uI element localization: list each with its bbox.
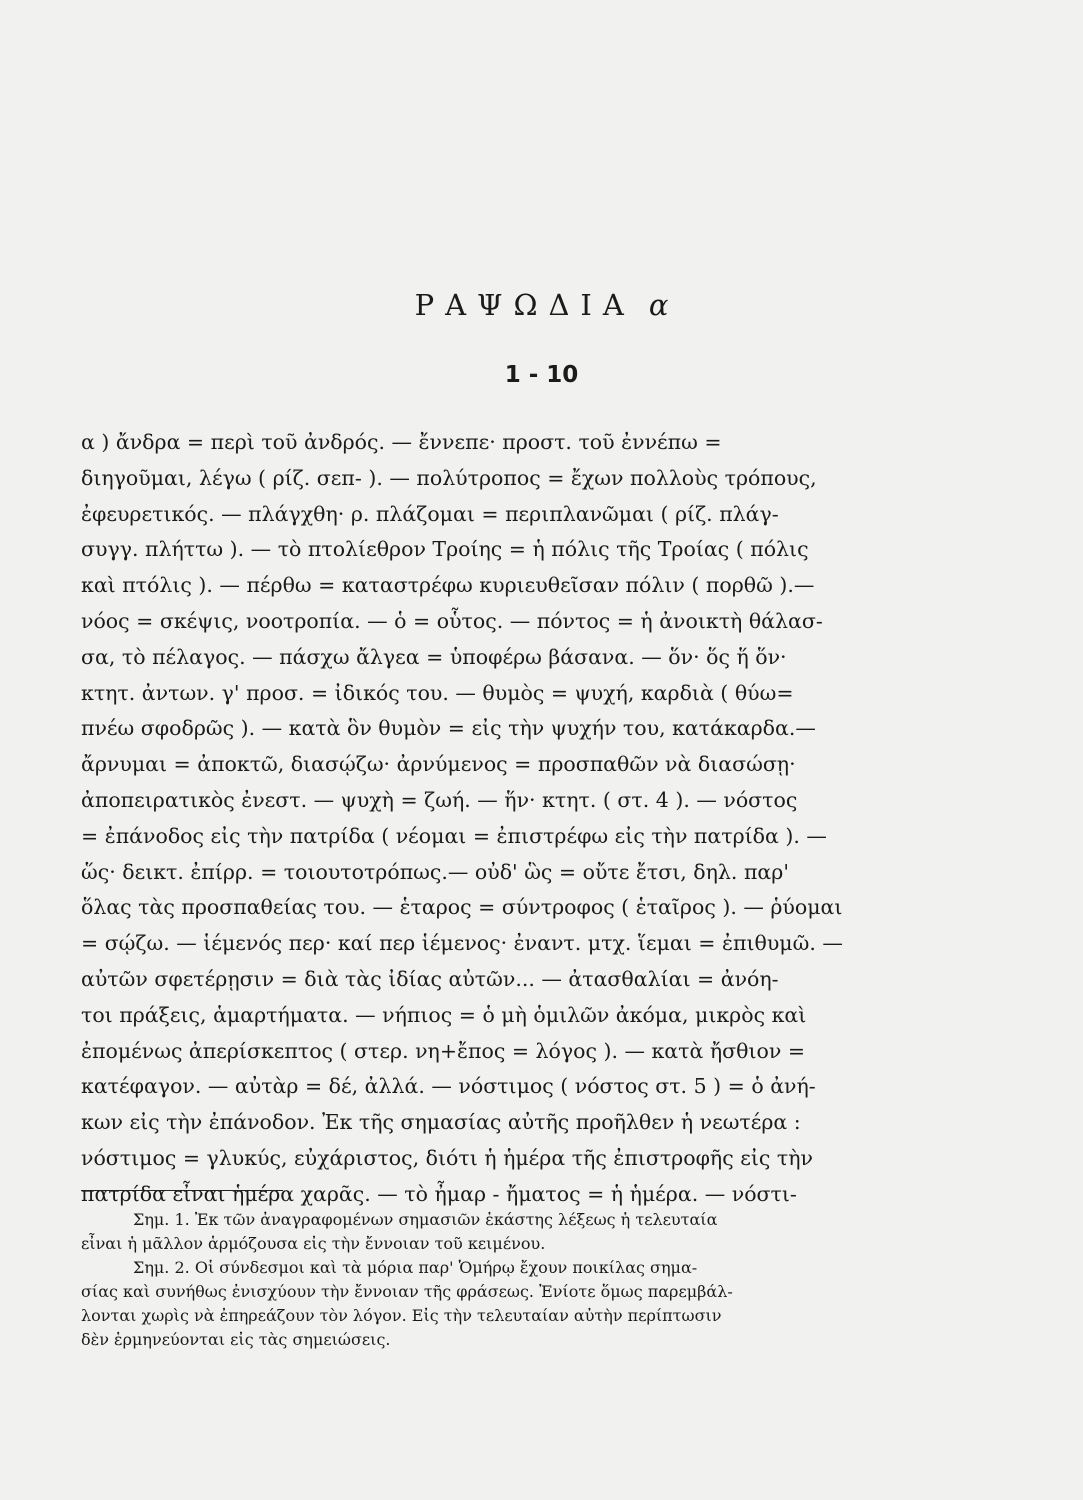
text-line: α ) ἄνδρα = περὶ τοῦ ἀνδρός. — ἔννεπε· προστ. τοῦ ἐννέπω = (81, 430, 722, 454)
text-line: κατέφαγον. — αὐτὰρ = δέ, ἀλλά. — νόστιμος ( νόστος στ. 5 ) = ὁ ἀνή- (81, 1074, 816, 1099)
text-line: νόστιμος = γλυκύς, εὐχάριστος, διότι ἡ ἡμέρα τῆς ἐπιστροφῆς εἰς τὴν (81, 1145, 813, 1170)
book-letter: α (648, 288, 669, 322)
text-line: πνέω σφοδρῶς ). — κατὰ ὃν θυμὸν = εἰς τὴν ψυχήν του, κατάκαρδα.— (81, 716, 816, 741)
footnote-line: λονται χωρὶς νὰ ἐπηρεάζουν τὸν λόγον. Εἰς τὴν τελευταίαν αὐτὴν περίπτωσιν (81, 1306, 722, 1325)
text-line: ἄρνυμαι = ἀποκτῶ, διασῴζω· ἀρνύμενος = προσπαθῶν νὰ διασώσῃ· (81, 752, 796, 777)
footnote-line: σίας καὶ συνήθως ἐνισχύουν τὴν ἔννοιαν τῆς φράσεως. Ἐνίοτε ὅμως παρεμβάλ- (81, 1282, 733, 1301)
footnote-line: Σημ. 2. Οἱ σύνδεσμοι καὶ τὰ μόρια παρ' Ὁμήρῳ ἔχουν ποικίλας σημα- (133, 1258, 698, 1277)
footnote-line: Σημ. 1. Ἐκ τῶν ἀναγραφομένων σημασιῶν ἑκάστης λέξεως ἡ τελευταία (133, 1210, 718, 1229)
text-line: καὶ πτόλις ). — πέρθω = καταστρέφω κυριευθεῖσαν πόλιν ( πορθῶ ).— (81, 573, 815, 598)
footnotes (81, 1208, 1011, 1352)
text-line: διηγοῦμαι, λέγω ( ρίζ. σεπ- ). — πολύτροπος = ἔχων πολλοὺς τρόπους, (81, 465, 817, 490)
footnote-divider (81, 1190, 283, 1191)
text-line: κτητ. ἀντων. γ' προσ. = ἰδικός του. — θυμὸς = ψυχή, καρδιὰ ( θύω= (81, 680, 794, 705)
text-line: πατρίδα εἶναι ἡμέρα χαρᾶς. — τὸ ἦμαρ - ἤματος = ἡ ἡμέρα. — νόστι- (81, 1181, 797, 1206)
commentary-text (81, 425, 1011, 1213)
text-line: κων εἰς τὴν ἐπάνοδον. Ἐκ τῆς σημασίας αὐτῆς προῆλθεν ἡ νεωτέρα : (81, 1110, 801, 1135)
text-line: ἀποπειρατικὸς ἐνεστ. — ψυχὴ = ζωή. — ἥν· κτητ. ( στ. 4 ). — νόστος (81, 787, 798, 812)
footnote-line: εἶναι ἡ μᾶλλον ἁρμόζουσα εἰς τὴν ἔννοιαν τοῦ κειμένου. (81, 1234, 546, 1253)
text-line: = ἐπάνοδος εἰς τὴν πατρίδα ( νέομαι = ἐπιστρέφω εἰς τὴν πατρίδα ). — (81, 823, 827, 848)
text-line: συγγ. πλήττω ). — τὸ πτολίεθρον Τροίης = ἡ πόλις τῆς Τροίας ( πόλις (81, 537, 809, 562)
text-line: ὥς· δεικτ. ἐπίρρ. = τοιουτοτρόπως.— οὐδ' ὣς = οὔτε ἔτσι, δηλ. παρ' (81, 859, 789, 884)
footnote-line: δὲν ἑρμηνεύονται εἰς τὰς σημειώσεις. (81, 1330, 391, 1349)
text-line: σα, τὸ πέλαγος. — πάσχω ἄλγεα = ὑποφέρω βάσανα. — ὅν· ὅς ἥ ὅν· (81, 644, 787, 669)
verse-range: 1 - 10 (504, 362, 579, 388)
chapter-title-text: ΡΑΨΩΔΙΑ (414, 288, 635, 322)
text-line: αὐτῶν σφετέρῃσιν = διὰ τὰς ἰδίας αὐτῶν... — ἀτασθαλίαι = ἀνόη- (81, 966, 779, 991)
text-line: ἐπομένως ἀπερίσκεπτος ( στερ. νη+ἔπος = λόγος ). — κατὰ ἤσθιον = (81, 1038, 806, 1063)
text-line: νόος = σκέψις, νοοτροπία. — ὁ = οὗτος. — πόντος = ἡ ἀνοικτὴ θάλασ- (81, 608, 823, 633)
text-line: = σῴζω. — ἱέμενός περ· καί περ ἱέμενος· ἐναντ. μτχ. ἵεμαι = ἐπιθυμῶ. — (81, 931, 843, 956)
text-line: ὅλας τὰς προσπαθείας του. — ἑταρος = σύντροφος ( ἑταῖρος ). — ῥύομαι (81, 895, 843, 920)
chapter-title (0, 288, 1083, 322)
text-line: ἐφευρετικός. — πλάγχθη· ρ. πλάζομαι = περιπλανῶμαι ( ρίζ. πλάγ- (81, 501, 779, 526)
text-line: τοι πράξεις, ἁμαρτήματα. — νήπιος = ὁ μὴ ὁμιλῶν ἀκόμα, μικρὸς καὶ (81, 1002, 807, 1027)
